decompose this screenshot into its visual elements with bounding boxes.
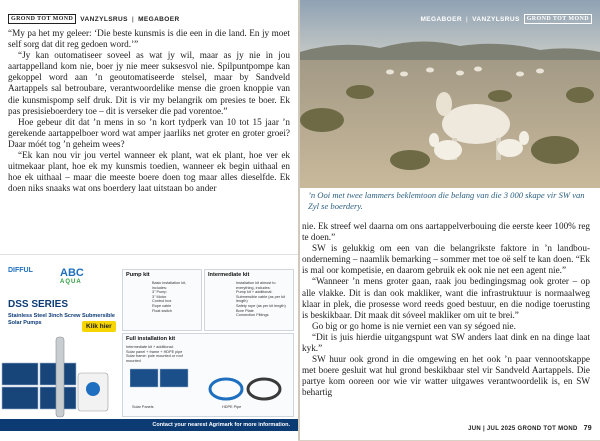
issue-date: JUN | JUL 2025 — [468, 426, 516, 432]
hdpe-label: HDPE Pipe — [222, 405, 242, 409]
divider: | — [465, 15, 469, 23]
aqua-text: AQUA — [60, 279, 82, 285]
magazine-name: GROND TOT MOND — [517, 426, 578, 432]
ad-footer: Contact your nearest Agrimark for more information. — [0, 419, 298, 431]
paragraph: “Jy kan outomatiseer soveel as wat jy wil, maar as jy nie in jou aartappelland kom nie, boer jy nie meer suksesvol nie. Spilpuntpompe kan gekoppel word aan ’n geoutomatiseerde stelsel, maar by Sandveld Aartappels sal betroubare, verantwoordelike mense die groen knoppie van die kunsmispomp self druk. Dit is vir my belangrik om presies te boer. Ek pas presisieboerdery toe – dit is verseker die pad vorentoe.” — [8, 50, 290, 116]
page-folio — [468, 425, 592, 432]
pump-kit-title: Pump kit — [126, 272, 150, 278]
list-item: Submersible cable (as per kit length) — [236, 294, 285, 304]
list-item: Installation kit almost to everything, includes: — [236, 281, 276, 290]
left-body-text — [8, 28, 290, 248]
list-item: 3" Motor — [152, 294, 167, 299]
section-tag: MEGABOER — [138, 15, 180, 23]
paragraph: SW is gelukkig om een van die belangrikste faktore in ’n landbou-onderneming – naamlik bemarking – sommer met toe oë self te kan doen. “Ek is mal oor kompetisie, en daarom gebruik ek ook nie net een agent nie.” — [302, 243, 590, 276]
section-name: VANZYLSRUS — [80, 15, 128, 23]
full-kit-title: Full installation kit — [126, 336, 176, 342]
list-item: Basic installation kit, includes: — [152, 281, 187, 290]
solar-label: Solar Panels — [132, 405, 154, 409]
page-number: 79 — [583, 425, 592, 432]
paragraph: Go big or go home is nie verniet een van sy ségoed nie. — [312, 320, 516, 331]
sheep-photo — [300, 0, 600, 188]
list-item: Float switch — [152, 308, 173, 313]
right-body-text — [302, 221, 590, 419]
photo-caption: ’n Ooi met twee lammers beklemtoon die belang van die 3 000 skape vir SW van Zyl se boerdery. — [308, 190, 585, 211]
divider: | — [131, 15, 135, 23]
list-item: Rope cable — [152, 303, 172, 308]
magazine-logo: GROND TOT MOND — [524, 14, 592, 24]
magazine-logo: GROND TOT MOND — [8, 14, 76, 24]
intermediate-kit-title: Intermediate kit — [208, 272, 250, 278]
difful-logo: DIFFUL — [8, 267, 33, 274]
list-item: Safety rope (as per kit length) — [236, 303, 286, 308]
section-tag: MEGABOER — [420, 15, 462, 23]
solar-panel-illustration — [0, 333, 120, 423]
list-item: Bore Plate — [236, 308, 254, 313]
intermediate-kit-list — [236, 281, 290, 318]
list-item: 3" Pump — [152, 290, 167, 295]
list-item: Solar panel + frame + HDPE pipe — [126, 349, 183, 354]
paragraph: “Wanneer ’n mens groter gaan, raak jou bedingingsmag ook groter – op alle vlakke. Dit is dan ook makliker, want die infrastruktuur is normaalweg klaar in plek, die prosesse word reeds goed bestuur, en die nodige toerusting is beskikbaar. Dit maak dit sóveel makliker om uit te brei.” — [302, 276, 590, 320]
paragraph: “Ek kan nou vir jou vertel wanneer ek plant, wat ek plant, hoe ver ek uitmekaar plant, hoe ek my kunsmis toedien, wanneer ek begin uithaal en hoe ek uithaal – maar die meeste boere doen tog maar alles dieselfde. Ek doen niks snaaks wat ons boerdery laat uitstaan bo ander — [8, 150, 290, 194]
section-name: VANZYLSRUS — [472, 15, 520, 23]
paragraph: SW huur ook grond in die omgewing en het ook ’n paar vennootskappe met boere gesluit wat hul grond beskikbaar stel vir Sandveld Aartappels. Die partye kom ooreen oor wie vir watter uitgawes verantwoordelik is, en SW behartig — [302, 354, 590, 398]
full-kit-illustration — [130, 363, 286, 411]
ad-subtitle: Stainless Steel 3inch Screw Submersible Solar Pumps — [8, 313, 115, 326]
paragraph: “My pa het my geleer: ‘Die beste kunsmis is die een in die land. En jy moet self sorg dat dit reg gedoen word.’” — [8, 28, 290, 50]
list-item: Intermediate kit + additional: — [126, 345, 174, 349]
pump-advertisement[interactable] — [0, 254, 298, 441]
list-item: Connection Fittings — [236, 313, 269, 318]
list-item: Control box — [152, 299, 172, 304]
list-item: Pump kit + additional: — [236, 290, 273, 295]
paragraph: nie. Ek streef wel daarna om ons aartappelverbouing die eerste keer 100% reg te doen.” — [302, 221, 590, 243]
paragraph: “Dit is juis hierdie uitgangspunt wat SW anders laat dink en na dinge laat kyk.” — [302, 331, 590, 354]
full-kit-list — [126, 345, 196, 363]
right-running-head — [420, 14, 592, 24]
list-item: Solar frame: pole mounted or roof mounted — [126, 354, 183, 363]
paragraph: Hoe gebeur dit dat ’n mens in so ’n kort tydperk van 10 tot 15 jaar ’n gerekende aartappelboer word wat amper jaarliks net groter en groter groei? Daar móét tog ’n geheim wees? — [8, 116, 290, 149]
abc-text: ABC — [60, 267, 84, 279]
left-running-head — [8, 14, 180, 24]
pump-shape — [56, 337, 64, 417]
ad-series-title: DSS SERIES — [8, 299, 69, 310]
click-here-button[interactable]: Klik hier — [82, 321, 116, 332]
pump-kit-list — [152, 281, 198, 313]
abc-aqua-logo — [60, 267, 84, 285]
